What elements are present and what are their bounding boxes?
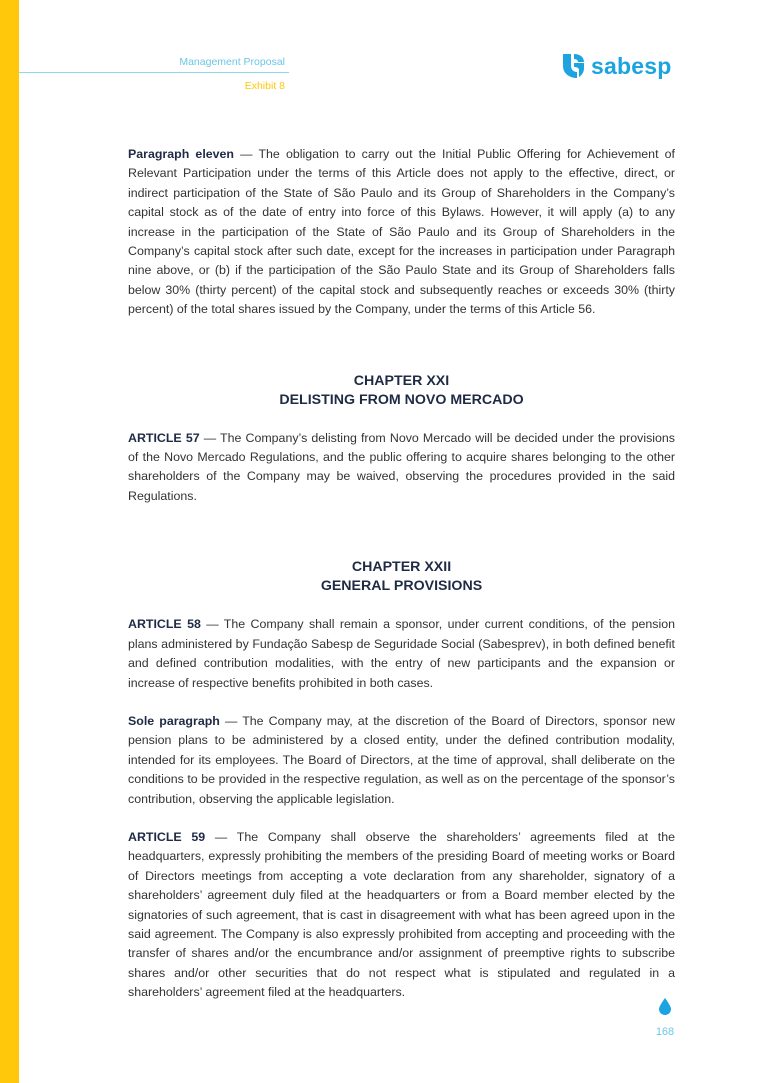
chapter-21-number: CHAPTER XXI bbox=[353, 372, 450, 389]
chapter-22-heading bbox=[128, 558, 675, 596]
paragraph-eleven bbox=[128, 145, 675, 320]
chapter-22-number: CHAPTER XXII bbox=[351, 559, 452, 576]
article-59-lead: ARTICLE 59 bbox=[128, 829, 206, 844]
chapter-21-heading bbox=[128, 372, 675, 410]
paragraph-eleven-text: — The obligation to carry out the Initial Public Offering for Achievement of Relevant Participation under the terms of this Article does not apply to the effective, direct, or indirect participation of the State of São Paulo and its Group of Shareholders in the Company’s capital stock as of the date of entry into force of this Bylaws. However, it will apply (a) to any increase in the participation of the State of São Paulo and its Group of Shareholders in the Company’s capital stock after such date, except for the increases in participation under Paragraph nine above, or (b) if the participation of the São Paulo State and its Group of Shareholders falls below 30% (thirty percent) of the capital stock and subsequently reaches or exceeds 30% (thirty percent) of the total shares issued by the Company, under the terms of this Article 56. bbox=[128, 147, 675, 317]
article-57-lead: ARTICLE 57 bbox=[128, 430, 200, 445]
article-57-text: — The Company’s delisting from Novo Mercado will be decided under the provisions of the Novo Mercado Regulations, and the public offering to acquire shares belonging to the other shareholders of the Company may be waived, observing the procedures provided in the said Regulations. bbox=[128, 430, 675, 503]
chapter-22-title: GENERAL PROVISIONS bbox=[320, 578, 483, 595]
article-59-text: — The Company shall observe the shareholders’ agreements filed at the headquarters, expressly prohibiting the members of the presiding Board of meeting works or Board of Directors meetings from accepting a vote declaration from any shareholder, signatory of a shareholders’ agreement duly filed at the headquarters or from a Board member elected by the signatories of such agreement, that is cast in disagreement with what has been agreed upon in the said agreement. The Company is also expressly prohibited from accepting and proceeding with the transfer of shares and/or the encumbrance and/or assignment of preemptive rights to subscribe shares and/or other securities that do not respect what is stipulated and regulated in a shareholders’ agreement filed at the headquarters. bbox=[128, 829, 675, 1000]
article-59 bbox=[128, 828, 675, 1003]
chapter-21-title: DELISTING FROM NOVO MERCADO bbox=[279, 391, 524, 408]
document-body bbox=[128, 145, 675, 1003]
page-number: 168 bbox=[655, 1026, 675, 1038]
water-drop-icon bbox=[659, 998, 671, 1015]
header-exhibit: Exhibit 8 bbox=[244, 80, 285, 92]
sole-paragraph-lead: Sole paragraph bbox=[128, 713, 220, 728]
article-58 bbox=[128, 615, 675, 693]
article-58-lead: ARTICLE 58 bbox=[128, 617, 201, 632]
sole-paragraph-text: — The Company may, at the discretion of the Board of Directors, sponsor new pension plans to be administered by a closed entity, under the defined contribution modality, intended for its employees. The Board of Directors, at the time of approval, shall deliberate on the conditions to be provided in the respective regulation, as well as on the percentage of the sponsor’s contribution, observing the applicable legislation. bbox=[128, 713, 675, 806]
article-57 bbox=[128, 429, 675, 507]
header-divider bbox=[19, 72, 289, 73]
paragraph-eleven-lead: Paragraph eleven bbox=[128, 147, 235, 161]
side-accent-bar bbox=[0, 0, 19, 1083]
sabesp-logo-icon bbox=[560, 52, 586, 80]
header-title: Management Proposal bbox=[179, 56, 285, 68]
sabesp-logo bbox=[560, 51, 671, 81]
sole-paragraph bbox=[128, 712, 675, 809]
article-58-text: — The Company shall remain a sponsor, under current conditions, of the pension plans administered by Fundação Sabesp de Seguridade Social (Sabesprev), in both defined benefit and defined contribution modalities, with the entry of new participants and the expansion or increase of respective benefits prohibited in both cases. bbox=[128, 617, 675, 690]
logo-text: sabesp bbox=[591, 53, 672, 79]
